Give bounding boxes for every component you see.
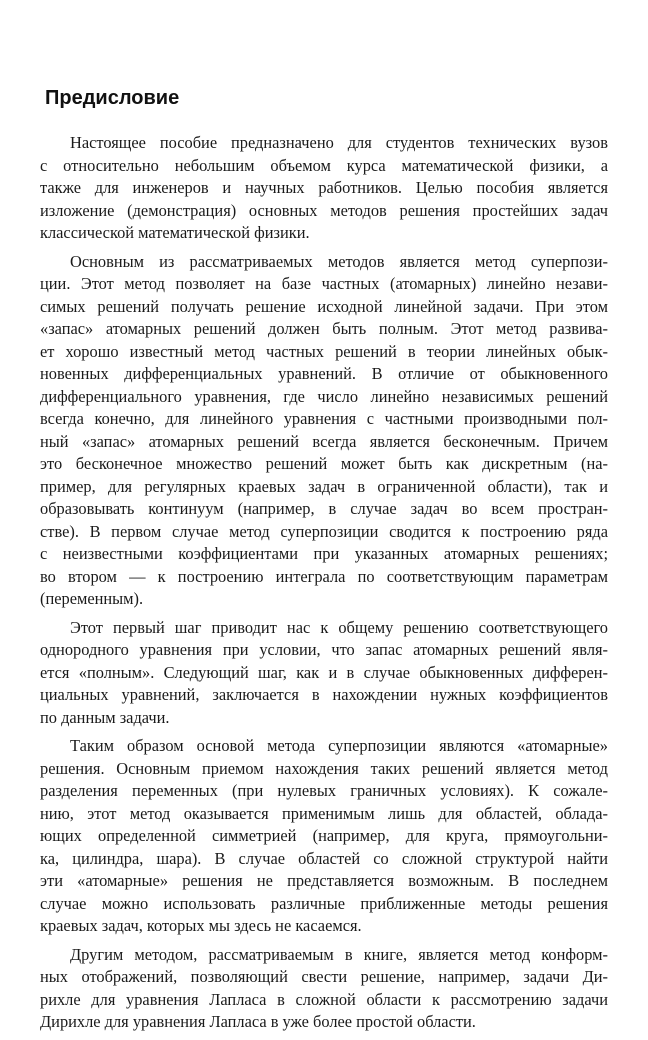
text-line: во втором — к построению интеграла по соответствующим параметрам <box>40 566 608 586</box>
text-line: изложение (демонстрация) основных методов решения простейших задач <box>40 200 608 220</box>
text-line: также для инженеров и научных работников. Целью пособия является <box>40 178 608 197</box>
text-line: это бесконечное множество решений может быть как дискретным (на- <box>40 454 608 473</box>
text-line: симых решений получать решение исходной линейной задачи. При этом <box>40 296 608 316</box>
text-line: образовывать континуум (например, в случае задач во всем простран- <box>40 499 608 518</box>
text-line: Таким образом основой метода суперпозиции являются «атомарные» <box>70 736 608 755</box>
text-line: ный «запас» атомарных решений всегда является бесконечным. Причем <box>40 431 608 451</box>
text-line: эти «атомарные» решения не представляется возможным. В последнем <box>40 871 608 890</box>
text-line: Дирихле для уравнения Лапласа в уже более простой области. <box>40 1012 476 1031</box>
paragraph-4 <box>40 735 608 938</box>
text-line: стве). В первом случае метод суперпозиции сводится к построению ряда <box>40 521 608 541</box>
text-line: Настоящее пособие предназначено для студентов технических вузов <box>70 133 608 152</box>
paragraph-5 <box>40 944 608 1034</box>
text-line: пример, для регулярных краевых задач в ограниченной области), так и <box>40 476 608 496</box>
text-line: (переменным). <box>40 589 144 608</box>
page-title: Предисловие <box>45 87 180 109</box>
text-line: краевых задач, которых мы здесь не касаемся. <box>40 916 362 935</box>
text-line: нию, этот метод оказывается применимым лишь для областей, облада- <box>40 803 608 823</box>
text-line: новенных дифференциальных уравнений. В отличие от обыкновенного <box>40 364 608 383</box>
text-line: классической математической физики. <box>40 223 310 242</box>
preface-body <box>40 132 608 1040</box>
text-line: рихле для уравнения Лапласа в сложной области к рассмотрению задачи <box>40 989 608 1009</box>
paragraph-3 <box>40 617 608 730</box>
text-line: ции. Этот метод позволяет на базе частных (атомарных) линейно незави- <box>40 274 608 293</box>
text-line: с неизвестными коэффициентами при указанных атомарных решениях; <box>40 544 608 563</box>
text-line: ющих определенной симметрией (например, для круга, прямоугольни- <box>40 826 608 845</box>
text-line: ка, цилиндра, шара). В случае областей со сложной структурой найти <box>40 848 608 868</box>
text-line: ных отображений, позволяющий свести решение, например, задачи Ди- <box>40 967 608 986</box>
text-line: циальных уравнений, заключается в нахождении нужных коэффициентов <box>40 685 608 704</box>
text-line: решения. Основным приемом нахождения таких решений является метод <box>40 758 608 778</box>
text-line: ется «полным». Следующий шаг, как и в случае обыкновенных дифферен- <box>40 662 608 682</box>
text-line: разделения переменных (при нулевых граничных условиях). К сожале- <box>40 781 608 800</box>
text-line: «запас» атомарных решений должен быть полным. Этот метод развива- <box>40 319 608 338</box>
text-line: ет хорошо известный метод частных решений в теории линейных обык- <box>40 341 608 361</box>
text-line: Этот первый шаг приводит нас к общему решению соответствующего <box>70 617 608 637</box>
text-line: с относительно небольшим объемом курса математической физики, а <box>40 155 608 175</box>
text-line: случае можно использовать различные приближенные методы решения <box>40 893 608 913</box>
text-line: всегда конечно, для линейного уравнения с частными производными пол- <box>40 409 608 428</box>
text-line: дифференциального уравнения, где число линейно независимых решений <box>40 386 608 406</box>
text-line: однородного уравнения при условии, что запас атомарных решений явля- <box>40 640 608 659</box>
paragraph-1 <box>40 132 608 245</box>
text-line: Другим методом, рассматриваемым в книге, является метод конформ- <box>70 944 608 964</box>
paragraph-2 <box>40 251 608 611</box>
text-line: Основным из рассматриваемых методов является метод суперпози- <box>70 251 608 271</box>
text-line: по данным задачи. <box>40 707 170 727</box>
